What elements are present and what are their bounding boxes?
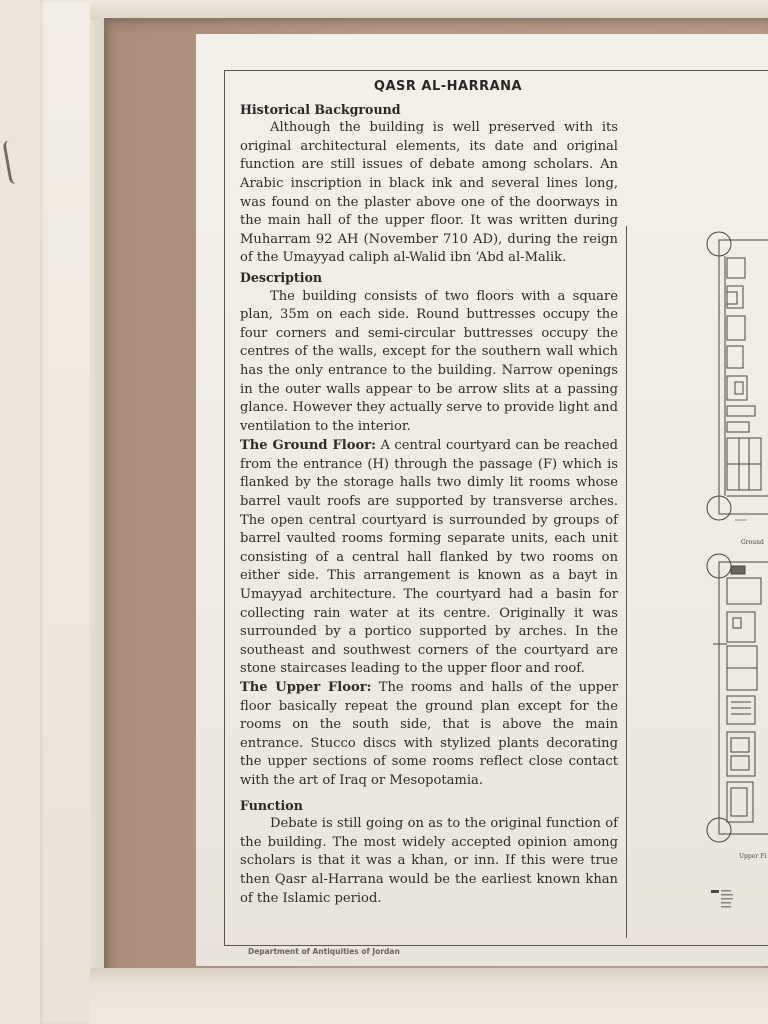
description-heading: Description — [240, 269, 323, 285]
upper-floor-paragraph — [240, 679, 618, 791]
frame-bottom — [90, 968, 768, 1024]
sign-text-column — [240, 76, 618, 908]
function-heading: Function — [240, 797, 303, 813]
ground-floor-label: The Ground Floor: — [240, 438, 376, 454]
function-text: Debate is still going on as to the original function of the building. The most widely accepted opinion among scholars is that it was a khan, or inn. If this were true then Qasr al-Harrana would be the earliest known khan of the Islamic period. — [240, 816, 618, 906]
upper-plan-label: Upper Fl — [739, 853, 767, 860]
sign-title: QASR AL-HARRANA — [373, 79, 523, 94]
ground-plan-label: Ground — [741, 539, 764, 546]
ground-floor-plan — [707, 232, 768, 520]
historical-background-heading: Historical Background — [240, 101, 401, 117]
upper-floor-label: The Upper Floor: — [240, 680, 372, 695]
historical-background-text: Although the building is well preserved with its original architectural elements, its date and original function are still issues of debate among scholars. An Arabic inscription in black ink and several lines long, was found on the plaster above one of the doorways in the main hall of the upper floor. It was written during Muharram 92 AH (November 710 AD), during the reign of the Umayyad caliph al-Walid ibn ‘Abd al-Malik. — [240, 120, 618, 266]
plan-legend — [711, 890, 733, 908]
ground-floor-paragraph — [240, 437, 618, 679]
upper-floor-plan — [707, 554, 768, 842]
floor-plans-drawing — [627, 226, 768, 938]
frame-top — [90, 0, 768, 20]
ground-floor-text: A central courtyard can be reached from the entrance (H) through the passage (F) which is flanked by the storage halls two dimly lit rooms whose barrel vault roofs are supported by transverse arches. The open central courtyard is surrounded by groups of barrel vaulted rooms forming separate units, each unit consisting of a central hall flanked by two rooms on either side. This arrangement is known as a bayt in Umayyad architecture. The courtyard had a basin for collecting rain water at its centre. Originally it was surrounded by a portico supported by arches. In the southeast and southwest corners of the courtyard are stone staircases leading to the upper floor and roof. — [240, 438, 618, 677]
upper-floor-text: The rooms and halls of the upper floor basically repeat the ground plan except for the rooms on the south side, that is above the main entrance. Stucco discs with stylized plants decorating the upper sections of some rooms reflect close contact with the art of Iraq or Mesopotamia. — [240, 680, 619, 788]
floor-plans-panel — [626, 226, 768, 938]
description-text: The building consists of two floors with a square plan, 35m on each side. Round buttresses occupy the four corners and semi-circular buttresses occupy the centres of the walls, except for the southern wall which has the only entrance to the building. Narrow openings in the outer walls appear to be arrow slits at a passing glance. However they actually serve to provide light and ventilation to the interior. — [240, 288, 618, 434]
sign-footer: Department of Antiquities of Jordan — [248, 947, 400, 956]
